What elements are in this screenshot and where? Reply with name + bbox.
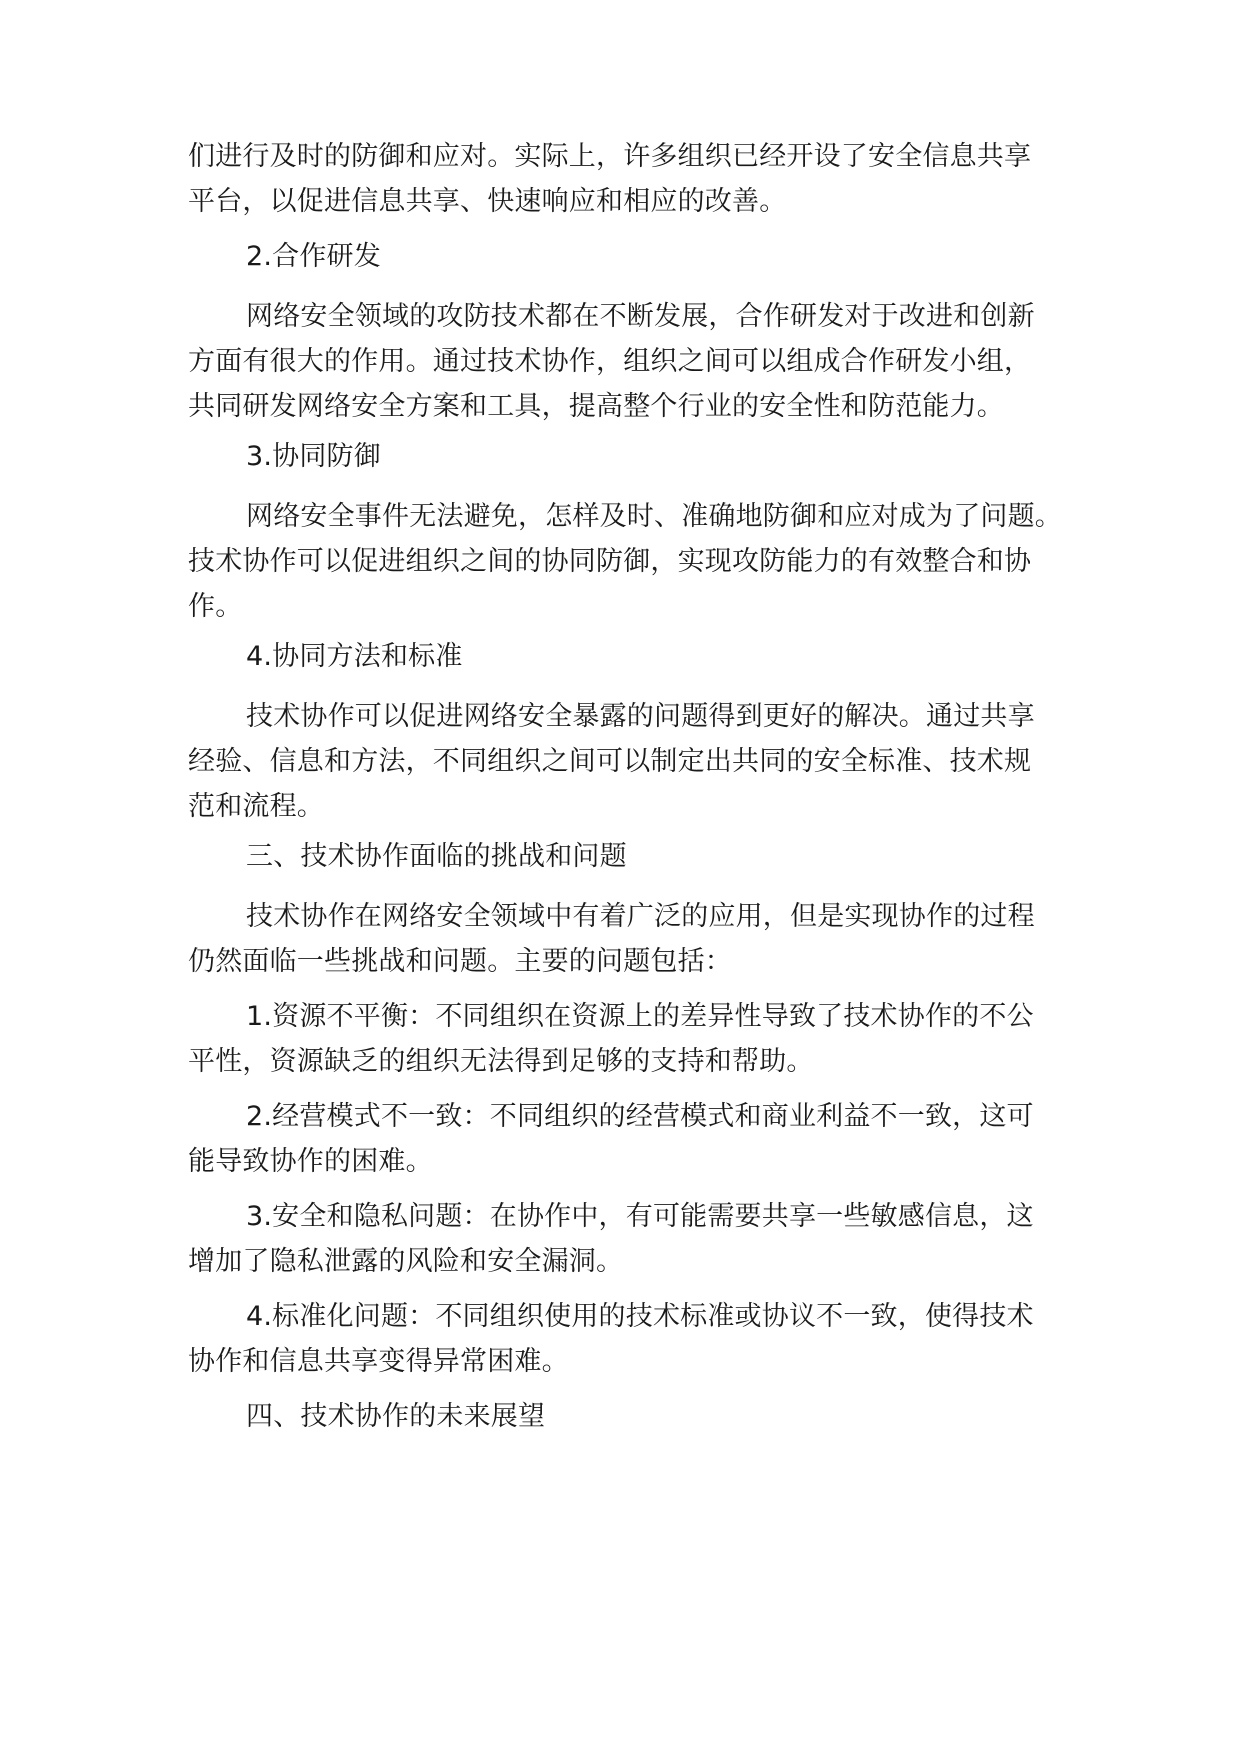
subheading-collaborative-defense (188, 434, 1063, 479)
subheading-joint-rnd (188, 234, 1063, 279)
paragraph-collaborative-defense (188, 494, 1063, 629)
text-line: 1.资源不平衡：不同组织在资源上的差异性导致了技术协作的不公 (246, 1001, 1034, 1032)
text-line: 共同研发网络安全方案和工具，提高整个行业的安全性和防范能力。 (188, 391, 1004, 422)
text-line: 增加了隐私泄露的风险和安全漏洞。 (188, 1246, 624, 1277)
text-line: 范和流程。 (188, 791, 324, 822)
text-line: 2.经营模式不一致：不同组织的经营模式和商业利益不一致，这可 (246, 1101, 1034, 1132)
paragraph-continued (188, 134, 1063, 224)
text-line: 作。 (188, 591, 243, 622)
paragraph-joint-rnd (188, 294, 1063, 429)
section-heading-text: 四、技术协作的未来展望 (246, 1401, 546, 1432)
text-line: 经验、信息和方法，不同组织之间可以制定出共同的安全标准、技术规 (188, 746, 1032, 777)
text-line: 能导致协作的困难。 (188, 1146, 433, 1177)
text-line: 网络安全事件无法避免，怎样及时、准确地防御和应对成为了问题。 (246, 501, 1062, 532)
subheading-text: 4.协同方法和标准 (246, 641, 463, 672)
paragraph-methods-standards (188, 694, 1063, 829)
text-line: 技术协作可以促进组织之间的协同防御，实现攻防能力的有效整合和协 (188, 546, 1032, 577)
text-line: 协作和信息共享变得异常困难。 (188, 1346, 569, 1377)
text-line: 4.标准化问题：不同组织使用的技术标准或协议不一致，使得技术 (246, 1301, 1034, 1332)
subheading-text: 2.合作研发 (246, 241, 381, 272)
text-line: 网络安全领域的攻防技术都在不断发展，合作研发对于改进和创新 (246, 301, 1035, 332)
list-item-security-privacy (188, 1194, 1063, 1284)
text-line: 技术协作在网络安全领域中有着广泛的应用，但是实现协作的过程 (246, 901, 1035, 932)
paragraph-challenges-intro (188, 894, 1063, 984)
section-heading-challenges (188, 834, 1063, 879)
subheading-text: 3.协同防御 (246, 441, 381, 472)
list-item-resource-imbalance (188, 994, 1063, 1084)
section-heading-future (188, 1394, 1063, 1439)
text-line: 们进行及时的防御和应对。实际上，许多组织已经开设了安全信息共享 (188, 141, 1032, 172)
text-line: 方面有很大的作用。通过技术协作，组织之间可以组成合作研发小组， (188, 346, 1032, 377)
text-line: 仍然面临一些挑战和问题。主要的问题包括： (188, 946, 732, 977)
list-item-business-model (188, 1094, 1063, 1184)
text-line: 平性，资源缺乏的组织无法得到足够的支持和帮助。 (188, 1046, 814, 1077)
list-item-standardization (188, 1294, 1063, 1384)
section-heading-text: 三、技术协作面临的挑战和问题 (246, 841, 627, 872)
text-line: 3.安全和隐私问题：在协作中，有可能需要共享一些敏感信息，这 (246, 1201, 1034, 1232)
text-line: 平台，以促进信息共享、快速响应和相应的改善。 (188, 186, 787, 217)
text-line: 技术协作可以促进网络安全暴露的问题得到更好的解决。通过共享 (246, 701, 1035, 732)
subheading-methods-standards (188, 634, 1063, 679)
